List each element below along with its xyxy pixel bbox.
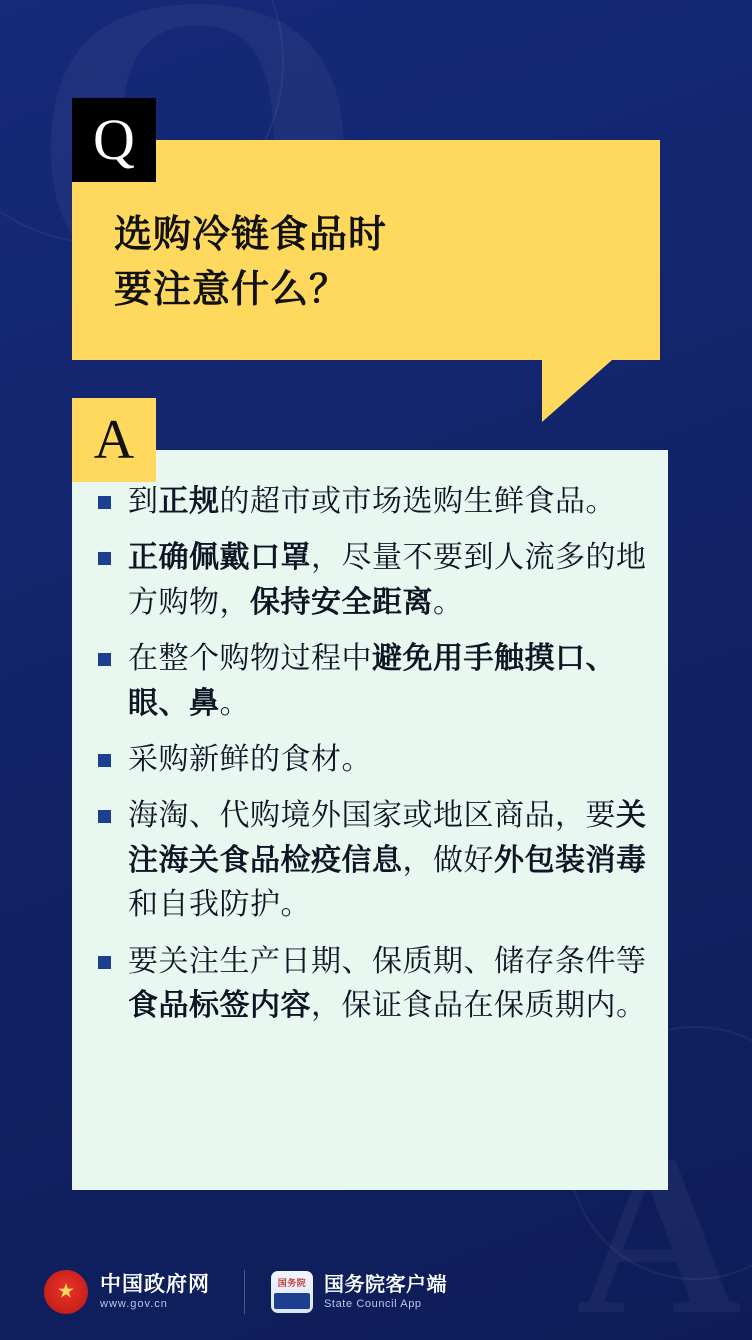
answer-text: 和自我防护。 <box>128 888 311 922</box>
answer-text: ，保证食品在保质期内。 <box>311 988 647 1022</box>
app-icon-label: 国务院 <box>277 1278 307 1288</box>
answer-emphasis: 正规 <box>158 485 220 518</box>
answer-emphasis: 保持安全距离 <box>250 585 433 619</box>
answer-text: ，尽量不要到人流多的地方购物， <box>128 541 647 619</box>
question-bubble-tail <box>542 360 612 422</box>
answer-emphasis: 正确佩戴口罩 <box>128 541 311 575</box>
question-badge: Q <box>72 98 156 182</box>
answer-emphasis: 避免用手触摸口、眼、鼻 <box>128 642 616 720</box>
state-council-app-icon <box>271 1271 313 1313</box>
answer-text: 。 <box>433 585 464 619</box>
national-emblem-icon <box>44 1270 88 1314</box>
footer-divider <box>244 1270 245 1314</box>
answer-emphasis: 食品标签内容 <box>128 988 311 1022</box>
answer-text: 的超市或市场选购生鲜食品。 <box>219 485 616 518</box>
list-item <box>90 794 650 927</box>
gov-brand-text <box>100 1273 210 1311</box>
list-item <box>90 940 650 1029</box>
list-item <box>90 480 650 524</box>
answer-list <box>90 480 650 1040</box>
app-name-cn: 国务院客户端 <box>324 1273 447 1296</box>
answer-text: 在整个购物过程中 <box>128 642 372 676</box>
answer-emphasis: 关注海关食品检疫信息 <box>128 799 647 877</box>
app-name-en: State Council App <box>324 1297 422 1310</box>
list-item <box>90 637 650 726</box>
answer-badge: A <box>72 398 156 482</box>
answer-text: 海淘、代购境外国家或地区商品，要 <box>128 799 616 833</box>
question-line-2: 要注意什么？ <box>114 269 349 312</box>
answer-text: 采购新鲜的食材。 <box>128 742 372 776</box>
state-council-app-brand[interactable] <box>271 1271 447 1313</box>
answer-text: ，做好 <box>402 843 494 877</box>
answer-emphasis: 外包装消毒 <box>494 843 647 877</box>
list-item <box>90 738 650 782</box>
question-line-1: 选购冷链食品时 <box>114 214 388 256</box>
state-council-app-text <box>324 1273 447 1311</box>
list-item <box>90 536 650 625</box>
gov-brand[interactable] <box>44 1270 210 1314</box>
footer <box>0 1244 752 1340</box>
gov-name-en: www.gov.cn <box>100 1297 168 1310</box>
answer-text: 。 <box>219 686 250 720</box>
gov-name-cn: 中国政府网 <box>100 1272 210 1296</box>
answer-text: 到 <box>128 485 159 518</box>
answer-text: 要关注生产日期、保质期、储存条件等 <box>128 944 647 978</box>
app-icon-bar <box>274 1293 310 1309</box>
question-text <box>114 208 634 318</box>
